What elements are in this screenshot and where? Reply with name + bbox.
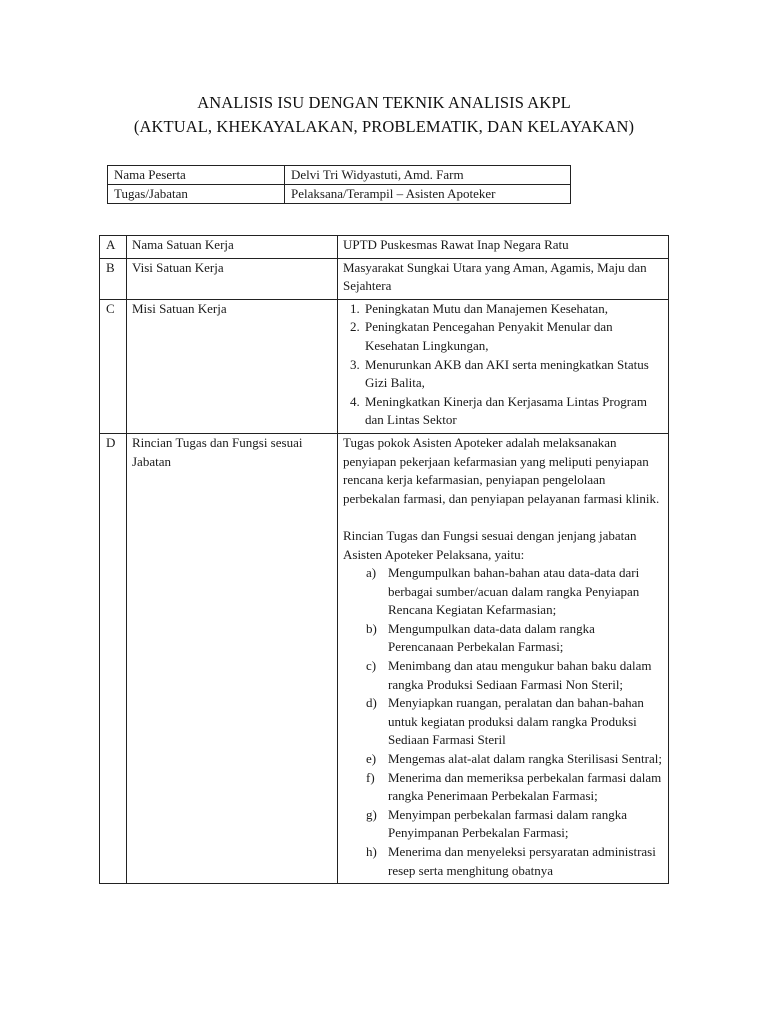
list-marker: f) xyxy=(366,769,375,785)
work-unit-name-label: Nama Satuan Kerja xyxy=(127,236,338,259)
list-item-text: Menerima dan memeriksa perbekalan farmasi dalam rangka Penerimaan Perbekalan Farmasi; xyxy=(388,769,662,804)
list-item-text: Mengemas alat-alat dalam rangka Sterilisasi Sentral; xyxy=(388,751,662,767)
list-marker: a) xyxy=(366,565,377,581)
list-marker: h) xyxy=(366,844,377,859)
document-title: ANALISIS ISU DENGAN TEKNIK ANALISIS AKPL xyxy=(197,93,571,112)
duties-value xyxy=(338,433,669,883)
mission-label: Misi Satuan Kerja xyxy=(127,299,338,433)
mission-list xyxy=(343,300,662,430)
list-item-text: Mengumpulkan data-data dalam rangka Perencanaan Perbekalan Farmasi; xyxy=(388,620,595,655)
participant-position-value: Pelaksana/Terampil – Asisten Apoteker xyxy=(285,185,571,204)
list-marker: e) xyxy=(366,751,377,767)
table-row xyxy=(100,258,669,299)
table-row xyxy=(100,433,669,883)
list-marker: b) xyxy=(366,620,377,636)
list-marker: c) xyxy=(366,658,377,674)
list-item-text: Mengumpulkan bahan-bahan atau data-data dari berbagai sumber/acuan dalam rangka Penyiapan Rencana Kegiatan Kefarmasian; xyxy=(388,565,640,618)
list-item: 2. Peningkatan Pencegahan Penyakit Menular dan Kesehatan Lingkungan, xyxy=(363,318,662,355)
paragraph-spacer xyxy=(343,508,662,527)
list-item xyxy=(366,564,662,620)
vision-value: Masyarakat Sungkai Utara yang Aman, Agamis, Maju dan Sejahtera xyxy=(338,258,669,299)
list-item xyxy=(366,620,662,657)
table-row xyxy=(108,166,571,185)
list-item xyxy=(366,769,662,806)
work-unit-name-value: UPTD Puskesmas Rawat Inap Negara Ratu xyxy=(338,236,669,259)
row-key: A xyxy=(100,236,127,259)
list-item xyxy=(366,694,662,750)
list-item-text: Menerima dan menyeleksi persyaratan administrasi resep serta menghitung obatnya xyxy=(388,844,656,878)
list-marker: g) xyxy=(366,806,377,822)
list-item xyxy=(366,657,662,694)
participant-table xyxy=(107,165,571,204)
row-key: B xyxy=(100,258,127,299)
list-item xyxy=(366,843,662,880)
list-item-text: Menyimpan perbekalan farmasi dalam rangka Penyimpanan Perbekalan Farmasi; xyxy=(388,806,627,841)
participant-name-label: Nama Peserta xyxy=(108,166,285,185)
participant-name-value: Delvi Tri Widyastuti, Amd. Farm xyxy=(285,166,571,185)
list-item: 4. Meningkatkan Kinerja dan Kerjasama Lintas Program dan Lintas Sektor xyxy=(363,393,662,430)
list-item xyxy=(366,806,662,843)
row-key: D xyxy=(100,433,127,883)
list-item xyxy=(366,750,662,769)
list-item: 1. Peningkatan Mutu dan Manajemen Kesehatan, xyxy=(363,300,662,319)
list-marker: d) xyxy=(366,695,377,711)
duties-subheading: Rincian Tugas dan Fungsi sesuai dengan jenjang jabatan Asisten Apoteker Pelaksana, yaitu: xyxy=(343,527,637,562)
table-row xyxy=(100,299,669,433)
list-item-text: Menyiapkan ruangan, peralatan dan bahan-bahan untuk kegiatan produksi dalam rangka Produksi Sediaan Farmasi Steril xyxy=(388,695,644,748)
duties-label: Rincian Tugas dan Fungsi sesuai Jabatan xyxy=(127,433,338,883)
participant-position-label: Tugas/Jabatan xyxy=(108,185,285,204)
work-unit-table xyxy=(99,235,669,884)
table-row xyxy=(108,185,571,204)
duties-list xyxy=(343,564,662,880)
row-key: C xyxy=(100,299,127,433)
vision-label: Visi Satuan Kerja xyxy=(127,258,338,299)
list-item: 3. Menurunkan AKB dan AKI serta meningkatkan Status Gizi Balita, xyxy=(363,356,662,393)
table-row xyxy=(100,236,669,259)
list-item-text: Menimbang dan atau mengukur bahan baku dalam rangka Produksi Sediaan Farmasi Non Steril; xyxy=(388,658,652,692)
mission-value xyxy=(338,299,669,433)
duties-intro: Tugas pokok Asisten Apoteker adalah melaksanakan penyiapan pekerjaan kefarmasian yang meliputi penyiapan rencana kerja kefarmasian, penyiapan pengelolaan perbekalan farmasi, dan penyiapan pelayanan farmasi klinik. xyxy=(343,434,660,506)
document-subtitle: (AKTUAL, KHEKAYALAKAN, PROBLEMATIK, DAN KELAYAKAN) xyxy=(133,117,635,136)
